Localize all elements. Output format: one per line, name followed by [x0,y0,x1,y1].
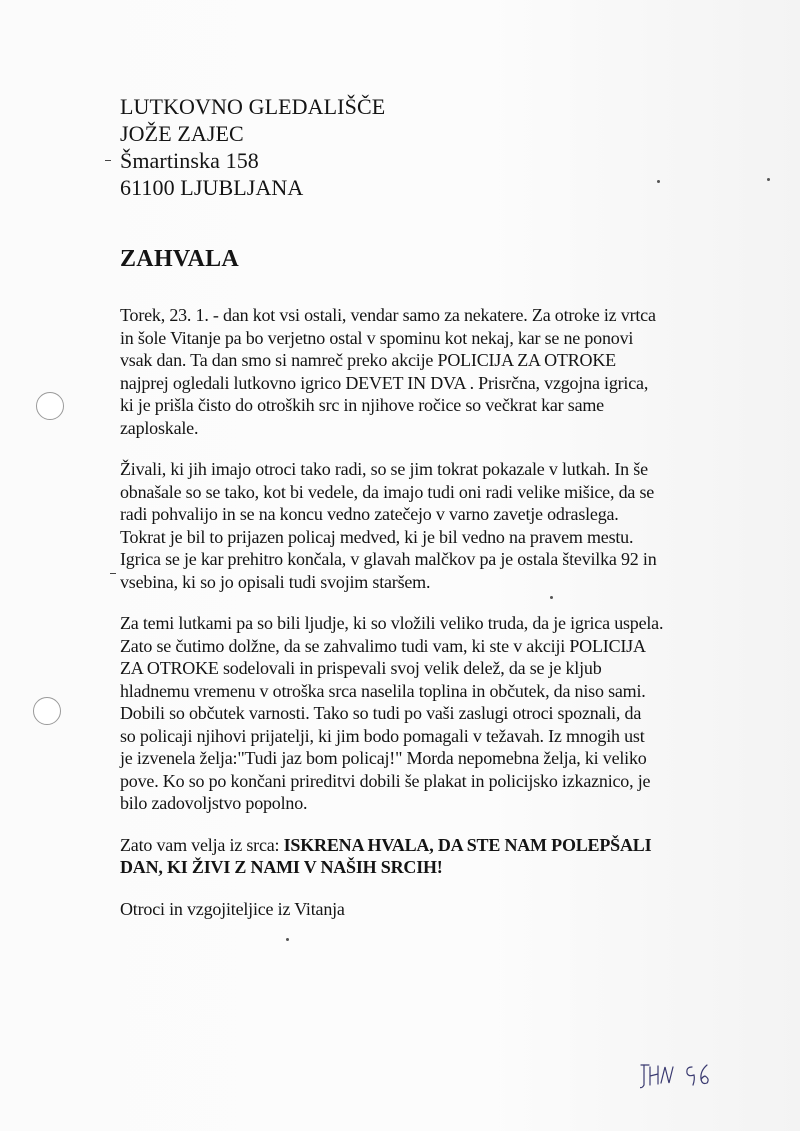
text-line: obnašale so se tako, kot bi vedele, da imajo tudi oni radi velike mišice, da se [120,481,655,502]
text-line: Živali, ki jih imajo otroci tako radi, so se jim tokrat pokazale v lutkah. In še [120,459,648,479]
text-line: Dobili so občutek varnosti. Tako so tudi po vaši zaslugi otroci spoznali, da [120,703,642,723]
text-line: je izvenela želja:"Tudi jaz bom policaj!" Morda nepomebna želja, ki veliko [120,748,647,768]
text-line: Za temi lutkami pa so bili ljudje, ki so vložili veliko truda, da je igrica uspela. [120,613,664,633]
text-line: in šole Vitanje pa bo verjetno ostal v spominu kot nekaj, kar se ne ponovi [120,327,634,348]
closing-intro: Zato vam velja iz srca: [120,834,284,855]
text-line: pove. Ko so po končani prireditvi dobili še plakat in policijsko izkaznico, je [120,770,651,791]
text-line: hladnemu vremenu v otroška srca naselila toplina in občutek, da niso sami. [120,680,646,701]
punch-hole-top [36,392,64,420]
letter-title: ZAHVALA [120,246,240,272]
letter-body [120,304,760,920]
text-line: vsebina, ki so jo opisali tudi svojim staršem. [120,571,431,592]
paragraph-3 [120,612,760,815]
text-line: so policaji njihovi prijatelji, ki jim bodo pomagali v težavah. Iz mnogih ust [120,725,645,746]
text-line: Torek, 23. 1. - dan kot vsi ostali, vendar samo za nekatere. Za otroke iz vrtca [120,305,656,325]
text-line: Tokrat je bil to prijazen policaj medved, ki je bil vedno na pravem mestu. [120,526,634,547]
text-line: zaploskale. [120,417,199,438]
letterhead-line: Šmartinska 158 [120,148,259,173]
signature: Otroci in vzgojiteljice iz Vitanja [120,898,345,919]
text-line: najprej ogledali lutkovno igrico DEVET IN DVA . Prisrčna, vzgojna igrica, [120,372,649,393]
text-line: bilo zadovoljstvo popolno. [120,793,308,813]
punch-hole-bottom [33,697,61,725]
text-line: ki je prišla čisto do otroških src in njihove ročice so večkrat kar same [120,395,604,415]
margin-mark [105,160,111,161]
paper-speck [286,938,289,941]
letterhead-line: LUTKOVNO GLEDALIŠČE [120,94,386,119]
text-line: radi pohvalijo in se na koncu vedno zatečejo v varno zavetje odraslega. [120,504,619,524]
closing-emphasis: ISKRENA HVALA, DA STE NAM POLEPŠALI [283,834,652,855]
letterhead-line: JOŽE ZAJEC [120,121,244,146]
text-line: ZA OTROKE sodelovali in prispevali svoj velik delež, da se je kljub [120,658,602,678]
paragraph-2 [120,458,760,593]
closing-emphasis: DAN, KI ŽIVI Z NAMI V NAŠIH SRCIH! [120,857,443,877]
handwritten-annotation [640,1055,740,1095]
letterhead-line: 61100 LJUBLJANA [120,175,304,200]
closing-thanks [120,834,760,879]
paper-speck [767,178,770,181]
text-line: Igrica se je kar prehitro končala, v glavah malčkov pa je ostala številka 92 in [120,549,657,569]
paragraph-1 [120,304,760,439]
letter-content [120,93,760,920]
text-line: vsak dan. Ta dan smo si namreč preko akcije POLICIJA ZA OTROKE [120,350,616,370]
text-line: Zato se čutimo dolžne, da se zahvalimo tudi vam, ki ste v akciji POLICIJA [120,635,646,656]
closing-line [120,834,760,857]
letterhead-address [120,93,760,201]
margin-mark [110,573,116,574]
